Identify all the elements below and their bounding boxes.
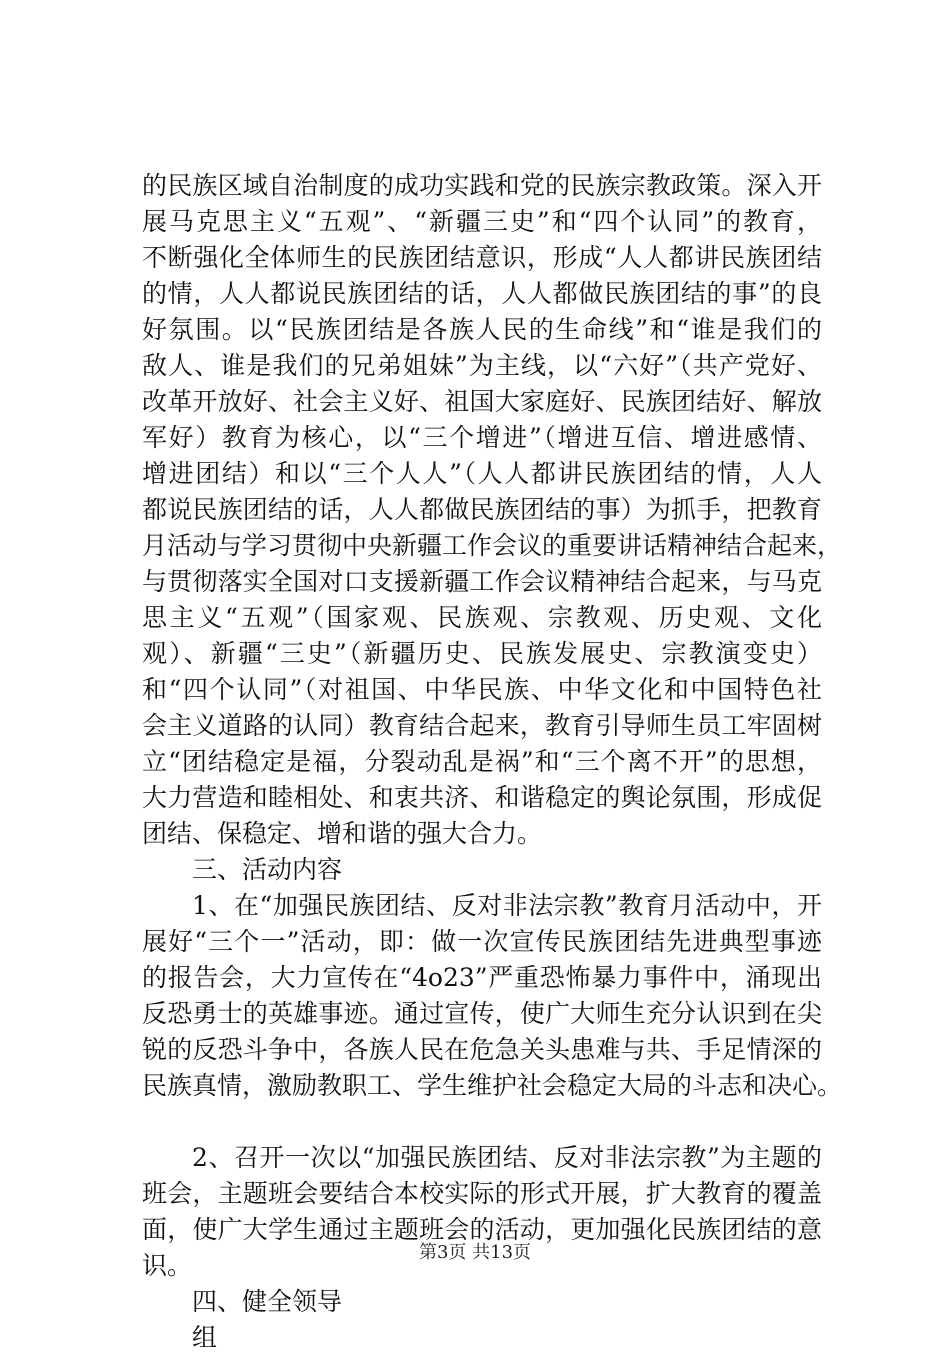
text-line: 的民族区域自治制度的成功实践和党的民族宗教政策。深入开 <box>142 171 822 200</box>
text-line: 反恐勇士的英雄事迹。通过宣传，使广大师生充分认识到在尖 <box>142 999 822 1028</box>
text-line: 大力营造和睦相处、和衷共济、和谐稳定的舆论氛围，形成促 <box>142 783 822 812</box>
text-line: 团结、保稳定、增和谐的强大合力。 <box>142 819 543 848</box>
text-line: 1、在“加强民族团结、反对非法宗教”教育月活动中，开 <box>192 891 822 920</box>
text-line: 观）、新疆“三史”（新疆历史、民族发展史、宗教演变史） <box>142 639 822 668</box>
text-line: 的情，人人都说民族团结的话，人人都做民族团结的事”的良 <box>142 279 822 308</box>
page-footer: 第3页 共13页 <box>418 1242 532 1263</box>
text-line: 不断强化全体师生的民族团结意识，形成“人人都讲民族团结 <box>142 243 822 272</box>
text-line: 军好）教育为核心，以“三个增进”（增进互信、增进感情、 <box>142 423 822 452</box>
text-line: 识。 <box>142 1251 193 1280</box>
text-line: 会主义道路的认同）教育结合起来，教育引导师生员工牢固树 <box>142 711 822 740</box>
text-line: 展好“三个一”活动，即：做一次宣传民族团结先进典型事迹 <box>142 927 822 956</box>
text-line: 面，使广大学生通过主题班会的活动，更加强化民族团结的意 <box>142 1215 822 1244</box>
trailing-text-line: 组 <box>192 1323 218 1352</box>
text-line: 月活动与学习贯彻中央新疆工作会议的重要讲话精神结合起来， <box>142 531 843 560</box>
text-line: 改革开放好、社会主义好、祖国大家庭好、民族团结好、解放 <box>142 387 822 416</box>
document-body <box>142 168 843 1356</box>
text-line: 敌人、谁是我们的兄弟姐妹”为主线，以“六好”（共产党好、 <box>142 351 822 380</box>
section-heading-4: 四、健全领导 <box>192 1287 343 1316</box>
text-line: 思主义“五观”（国家观、民族观、宗教观、历史观、文化 <box>142 603 822 632</box>
text-line: 增进团结）和以“三个人人”（人人都讲民族团结的情，人人 <box>142 459 822 488</box>
text-line: 班会，主题班会要结合本校实际的形式开展，扩大教育的覆盖 <box>142 1179 822 1208</box>
text-line: 与贯彻落实全国对口支援新疆工作会议精神结合起来，与马克 <box>142 567 822 596</box>
text-line: 和“四个认同”（对祖国、中华民族、中华文化和中国特色社 <box>142 675 822 704</box>
paragraph-2 <box>142 888 843 1104</box>
text-line: 民族真情，激励教职工、学生维护社会稳定大局的斗志和决心。 <box>142 1071 843 1100</box>
text-line: 立“团结稳定是福，分裂动乱是祸”和“三个离不开”的思想， <box>142 747 822 776</box>
text-line: 都说民族团结的话，人人都做民族团结的事）为抓手，把教育 <box>142 495 822 524</box>
text-line: 好氛围。以“民族团结是各族人民的生命线”和“谁是我们的 <box>142 315 822 344</box>
section-heading-3: 三、活动内容 <box>192 855 343 884</box>
paragraph-1 <box>142 168 843 852</box>
text-line: 2、召开一次以“加强民族团结、反对非法宗教”为主题的 <box>192 1143 822 1172</box>
text-line: 的报告会，大力宣传在“4o23”严重恐怖暴力事件中，涌现出 <box>142 963 822 992</box>
paragraph-spacer <box>142 1104 822 1140</box>
text-line: 展马克思主义“五观”、“新疆三史”和“四个认同”的教育， <box>142 207 822 236</box>
text-line: 锐的反恐斗争中，各族人民在危急关头患难与共、手足情深的 <box>142 1035 822 1064</box>
